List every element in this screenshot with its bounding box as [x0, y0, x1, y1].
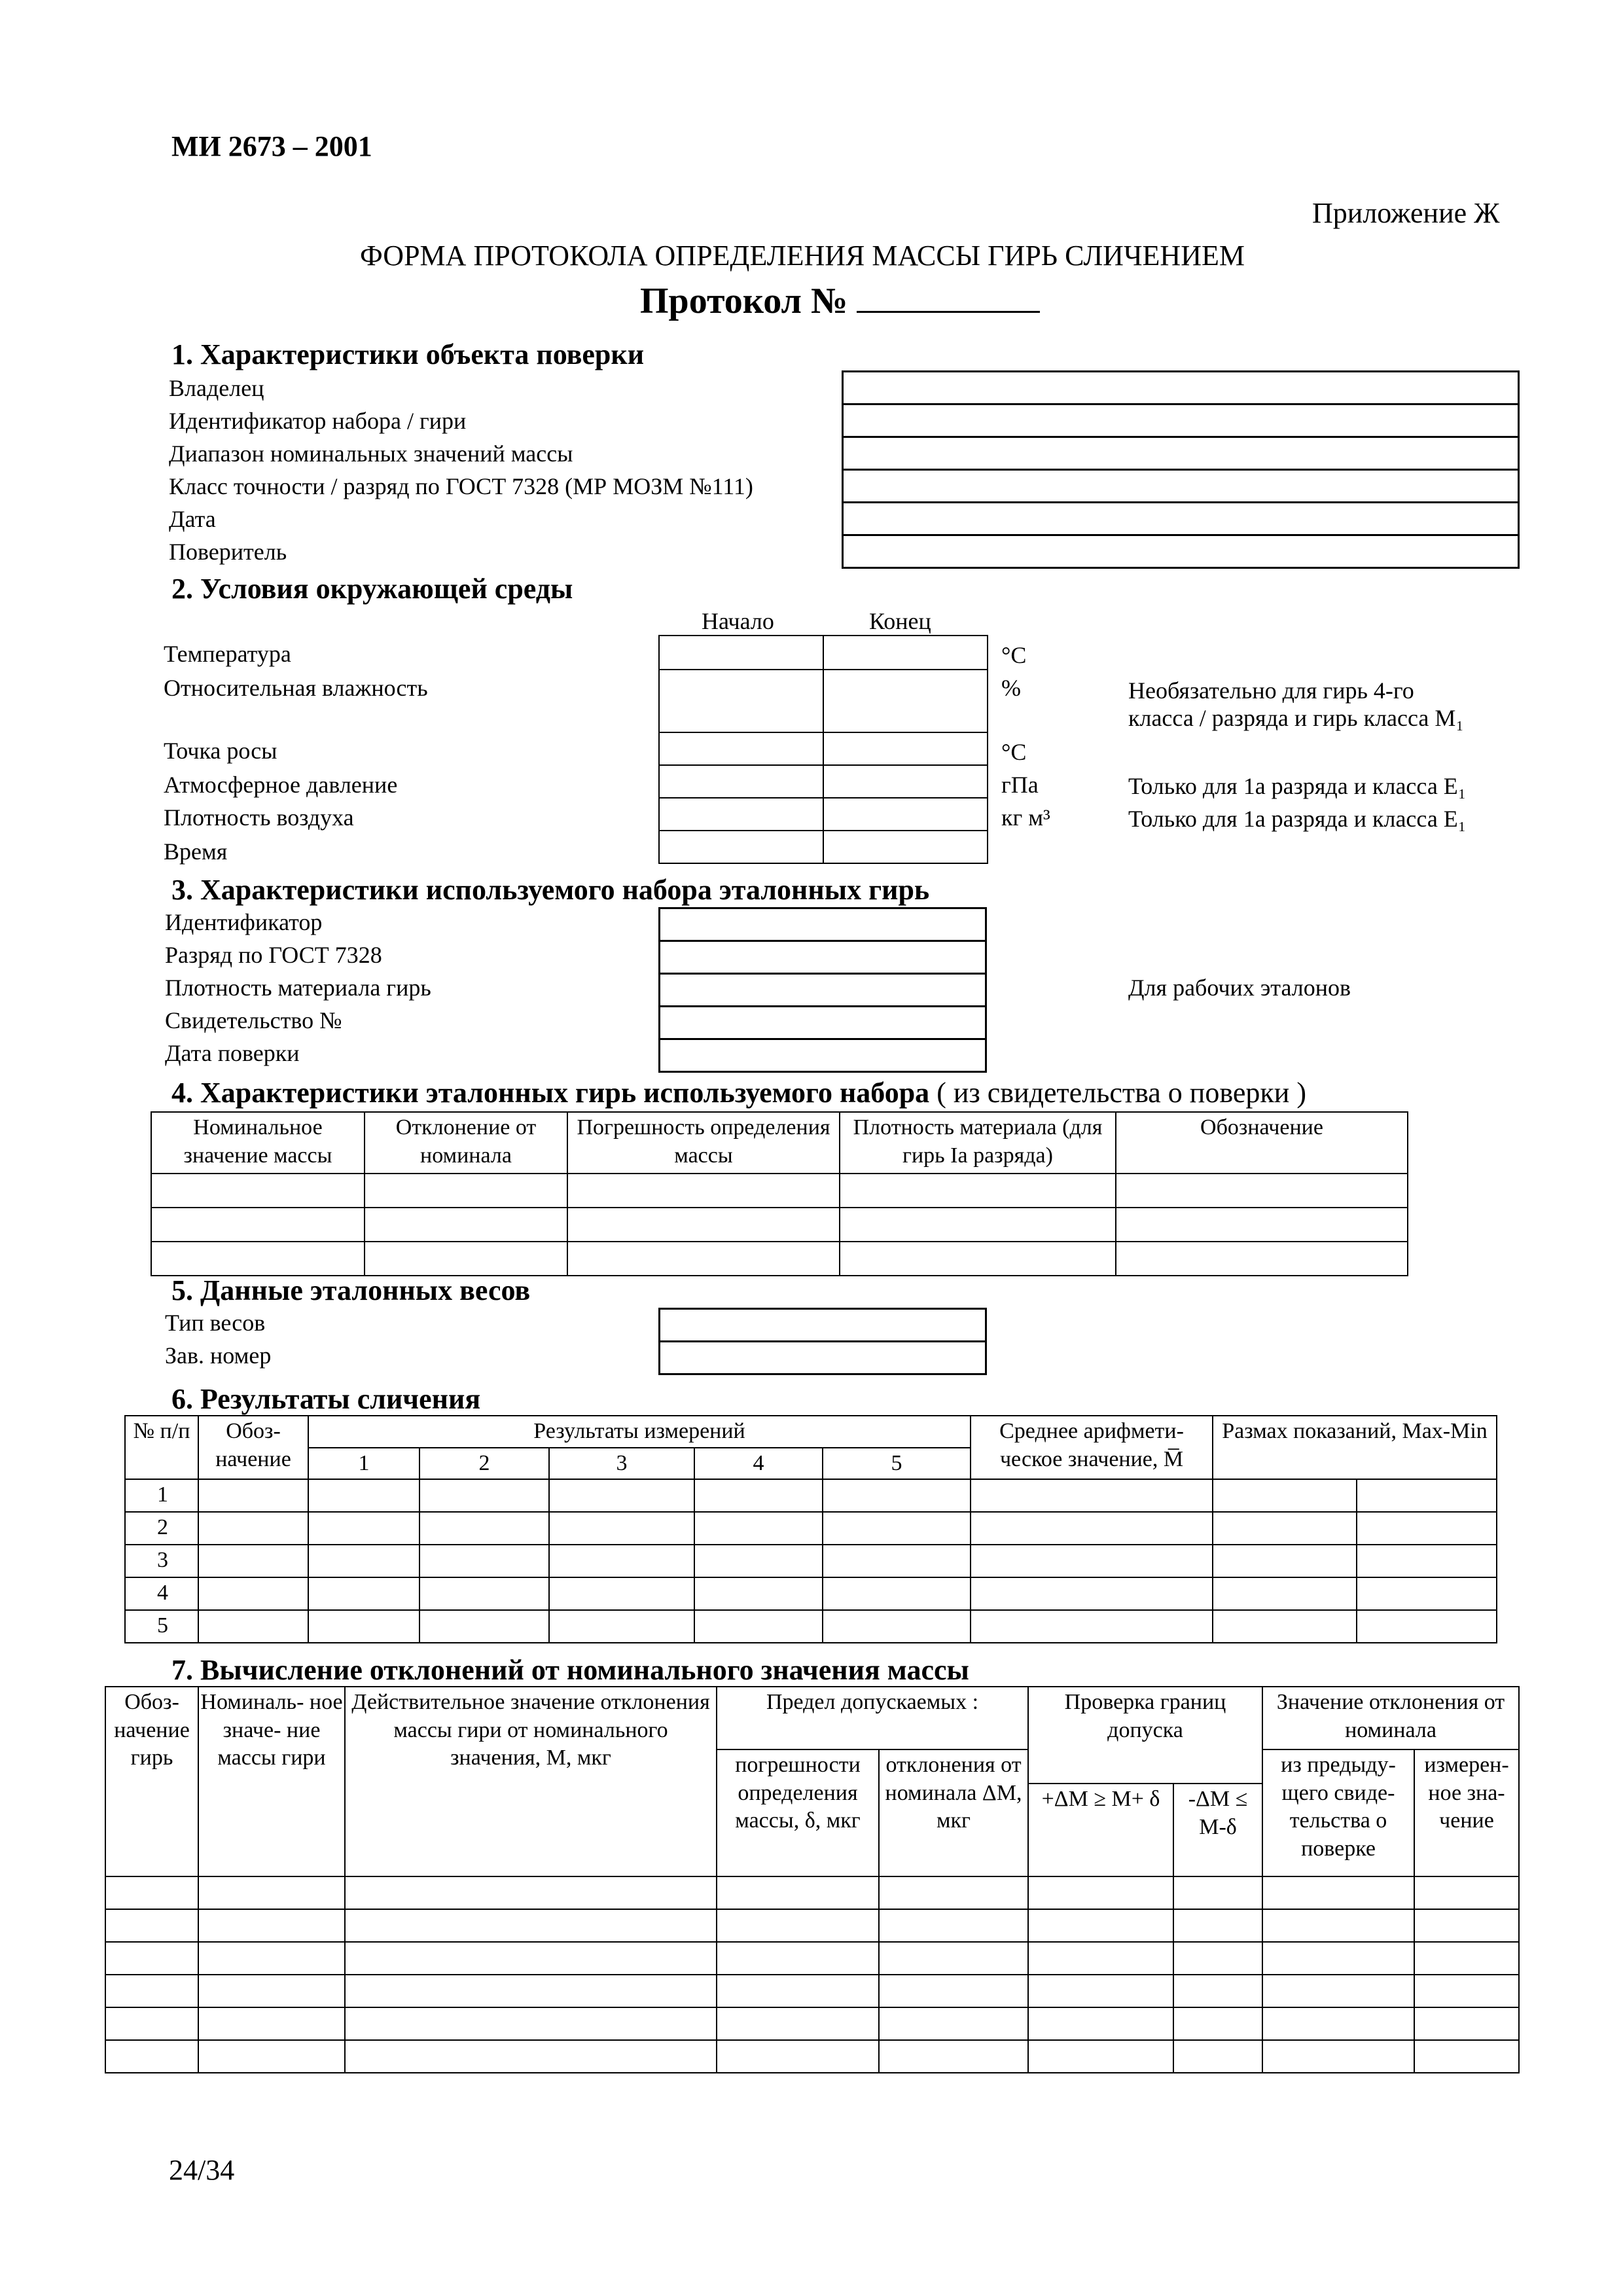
- th-deviation: Отклонение от номинала: [365, 1112, 567, 1174]
- ref-density-field[interactable]: [658, 973, 987, 1007]
- label-verifier: Поверитель: [169, 539, 287, 565]
- table-row: [105, 1909, 1519, 1942]
- section-1-title: 1. Характеристики объекта поверки: [171, 338, 645, 370]
- owner-field[interactable]: [842, 370, 1520, 405]
- date-field[interactable]: [842, 501, 1520, 536]
- protocol-number-field[interactable]: [857, 285, 1040, 313]
- unit-dewpoint: °С: [1001, 739, 1027, 765]
- doc-code: МИ 2673 – 2001: [171, 130, 372, 162]
- label-mass-range: Диапазон номинальных значений массы: [169, 440, 573, 467]
- th-measure-1: 1: [308, 1448, 419, 1480]
- th-check-minus: -ΔМ ≤ М-δ: [1173, 1784, 1262, 1876]
- appendix-label: Приложение Ж: [1312, 197, 1500, 229]
- row-number: 1: [125, 1479, 198, 1512]
- th-row-no: № п/п: [125, 1416, 198, 1479]
- humidity-end[interactable]: [823, 670, 988, 732]
- conditions-grid: [658, 635, 988, 864]
- scale-type-field[interactable]: [658, 1308, 987, 1342]
- table-row: [125, 1545, 1497, 1577]
- section-5-labels: [165, 1306, 271, 1372]
- pressure-start[interactable]: [659, 765, 823, 798]
- label-owner: Владелец: [169, 375, 264, 401]
- ref-date-field[interactable]: [658, 1038, 987, 1073]
- certificate-field[interactable]: [658, 1005, 987, 1040]
- label-ref-grade: Разряд по ГОСТ 7328: [165, 942, 382, 968]
- reference-weights-table: [151, 1111, 1408, 1276]
- protocol-title: [640, 280, 1040, 322]
- th-limits: Предел допускаемых :: [717, 1687, 1028, 1749]
- label-ref-date: Дата поверки: [165, 1040, 300, 1066]
- th-designation: Обоз- начение: [198, 1416, 308, 1479]
- section-3-fields: [658, 907, 987, 1073]
- table-row: [105, 1942, 1519, 1975]
- verifier-field[interactable]: [842, 534, 1520, 569]
- label-ref-id: Идентификатор: [165, 909, 323, 935]
- section-2-title: 2. Условия окружающей среды: [171, 573, 573, 605]
- section-4-title-main: 4. Характеристики эталонных гирь используемого набора: [171, 1077, 930, 1109]
- th-meas: измерен- ное зна- чение: [1414, 1749, 1519, 1876]
- label-class: Класс точности / разряд по ГОСТ 7328 (МР МОЗМ №111): [169, 473, 753, 499]
- label-scale-type: Тип весов: [165, 1310, 266, 1336]
- unit-temperature: °С: [1001, 642, 1027, 668]
- label-certificate: Свидетельство №: [165, 1007, 342, 1033]
- note-humidity: Необязательно для гирь 4-го: [1128, 677, 1414, 704]
- section-4-title: [171, 1076, 1306, 1109]
- th-measure-5: 5: [823, 1448, 971, 1480]
- th-nominal: Номинальное значение массы: [151, 1112, 365, 1174]
- table-row: [151, 1174, 1408, 1208]
- table-row: [105, 1975, 1519, 2007]
- table-row: [105, 1876, 1519, 1909]
- th-check: Проверка границ допуска: [1028, 1687, 1262, 1784]
- note-pressure: Только для 1а разряда и класса E₁: [1128, 806, 1467, 832]
- th-check-plus: +ΔМ ≥ М+ δ: [1028, 1784, 1173, 1876]
- pressure-end[interactable]: [823, 765, 988, 798]
- temp-start[interactable]: [659, 636, 823, 670]
- th-mean: Среднее арифмети- ческое значение, M̅: [971, 1416, 1213, 1479]
- row-number: 4: [125, 1577, 198, 1610]
- table-row: [125, 1577, 1497, 1610]
- section-6-title: 6. Результаты сличения: [171, 1383, 481, 1415]
- note-dewpoint: Только для 1а разряда и класса E₁: [1128, 773, 1467, 799]
- table-row: [105, 2040, 1519, 2073]
- col-start-label: Начало: [702, 608, 774, 634]
- ref-id-field[interactable]: [658, 907, 987, 942]
- section-7-title: 7. Вычисление отклонений от номинального значения массы: [171, 1654, 969, 1686]
- th-measurements: Результаты измерений: [308, 1416, 971, 1448]
- label-temperature: Температура: [164, 641, 291, 667]
- page-number: 24/34: [169, 2154, 235, 2186]
- label-serial: Зав. номер: [165, 1342, 272, 1369]
- time-start[interactable]: [659, 831, 823, 863]
- deviation-calc-table: [105, 1686, 1520, 2073]
- th-desig: Обоз- начение гирь: [105, 1687, 198, 1876]
- set-id-field[interactable]: [842, 403, 1520, 438]
- section-4-title-suffix: ( из свидетельства о поверки ): [936, 1077, 1306, 1109]
- density-end[interactable]: [823, 798, 988, 831]
- th-limit-err: погрешности определения массы, δ, мкг: [717, 1749, 879, 1876]
- time-end[interactable]: [823, 831, 988, 863]
- section-1-labels: [169, 372, 753, 568]
- section-3-title: 3. Характеристики используемого набора эталонных гирь: [171, 874, 930, 906]
- dew-end[interactable]: [823, 732, 988, 765]
- col-end-label: Конец: [869, 608, 931, 634]
- th-deviation-value: Значение отклонения от номинала: [1262, 1687, 1519, 1749]
- label-time: Время: [164, 838, 228, 865]
- unit-pressure: гПа: [1001, 772, 1039, 798]
- label-air-density: Плотность воздуха: [164, 804, 354, 831]
- mass-range-field[interactable]: [842, 436, 1520, 471]
- ref-grade-field[interactable]: [658, 940, 987, 975]
- th-range: Размах показаний, Max-Min: [1213, 1416, 1497, 1479]
- form-title: ФОРМА ПРОТОКОЛА ОПРЕДЕЛЕНИЯ МАССЫ ГИРЬ СЛИЧЕНИЕМ: [360, 240, 1245, 272]
- class-field[interactable]: [842, 469, 1520, 503]
- table-row: [125, 1610, 1497, 1643]
- th-measure-3: 3: [549, 1448, 694, 1480]
- table-row: [125, 1479, 1497, 1512]
- density-start[interactable]: [659, 798, 823, 831]
- section-5-fields: [658, 1308, 987, 1375]
- th-prev: из предыду- щего свиде- тельства о поверке: [1262, 1749, 1414, 1876]
- th-density: Плотность материала (для гирь Iа разряда): [840, 1112, 1116, 1174]
- row-number: 2: [125, 1512, 198, 1545]
- label-humidity: Относительная влажность: [164, 675, 428, 701]
- table-row: [151, 1242, 1408, 1276]
- label-date: Дата: [169, 506, 216, 532]
- protocol-label: Протокол №: [640, 281, 848, 321]
- th-measure-2: 2: [419, 1448, 549, 1480]
- th-actual-deviation: Действительное значение отклонения массы гири от номинального значения, М, мкг: [345, 1687, 717, 1876]
- label-pressure: Атмосферное давление: [164, 772, 398, 798]
- comparison-results-table: [124, 1415, 1497, 1643]
- unit-humidity: %: [1001, 675, 1021, 701]
- section-1-fields: [842, 370, 1520, 569]
- table-row: [151, 1208, 1408, 1242]
- row-number: 3: [125, 1545, 198, 1577]
- dew-start[interactable]: [659, 732, 823, 765]
- th-measure-4: 4: [694, 1448, 823, 1480]
- humidity-start[interactable]: [659, 670, 823, 732]
- note-working-standards: Для рабочих эталонов: [1128, 975, 1351, 1001]
- unit-air-density: кг м³: [1001, 804, 1050, 831]
- table-row: [125, 1512, 1497, 1545]
- th-limit-dev: отклонения от номинала ΔМ, мкг: [879, 1749, 1028, 1876]
- serial-field[interactable]: [658, 1340, 987, 1375]
- label-set-id: Идентификатор набора / гири: [169, 408, 467, 434]
- section-3-labels: [165, 906, 431, 1069]
- label-dewpoint: Точка росы: [164, 738, 277, 764]
- label-ref-density: Плотность материала гирь: [165, 975, 431, 1001]
- th-uncertainty: Погрешность определения массы: [567, 1112, 840, 1174]
- temp-end[interactable]: [823, 636, 988, 670]
- note-humidity-line2: класса / разряда и гирь класса M₁: [1128, 705, 1464, 731]
- table-row: [105, 2007, 1519, 2040]
- th-nominal: Номиналь- ное значе- ние массы гири: [198, 1687, 345, 1876]
- th-designation: Обозначение: [1116, 1112, 1408, 1174]
- row-number: 5: [125, 1610, 198, 1643]
- section-5-title: 5. Данные эталонных весов: [171, 1274, 531, 1306]
